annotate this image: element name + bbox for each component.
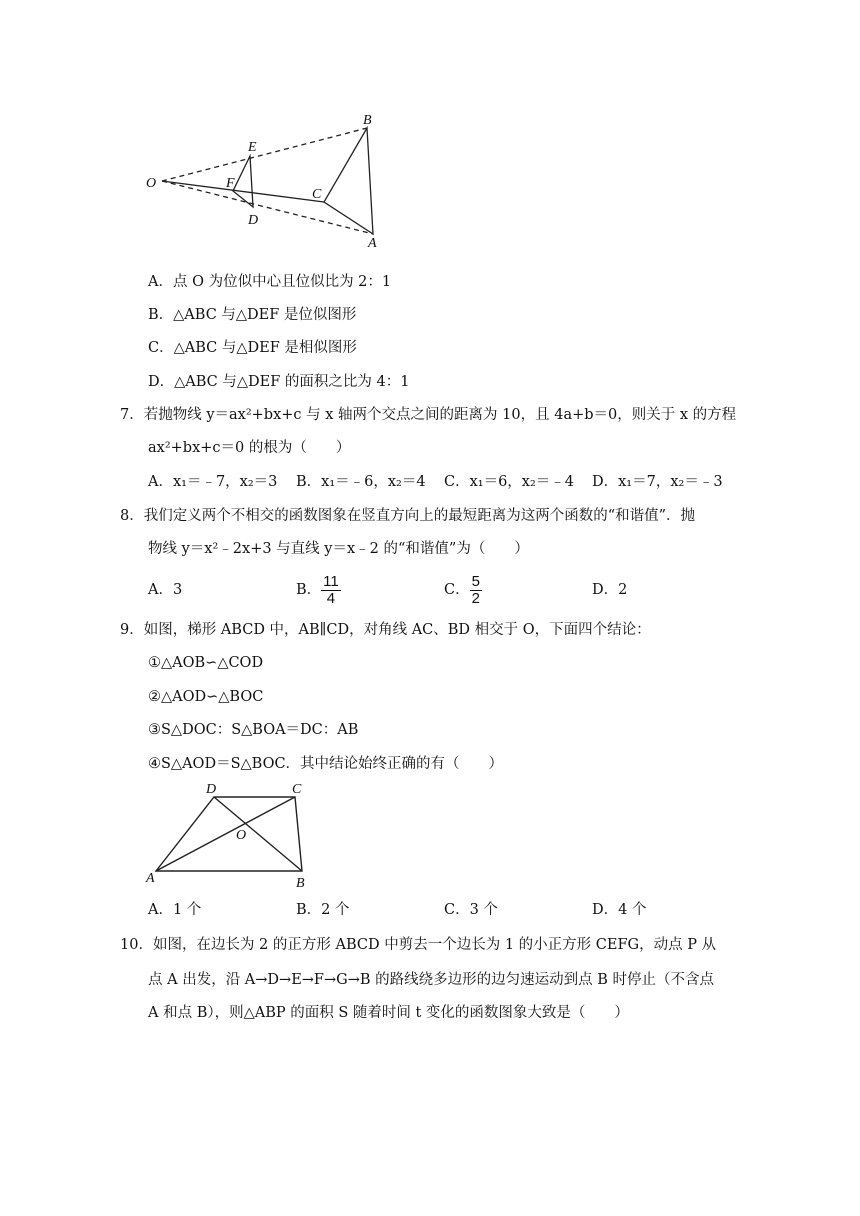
q8-option-c-fraction <box>470 574 482 607</box>
q8-stem-line1: 8．我们定义两个不相交的函数图象在竖直方向上的最短距离为这两个函数的“和谐值”．抛 <box>120 508 696 524</box>
label-A: A <box>146 871 155 886</box>
q8-option-b-prefix: B． <box>296 582 322 598</box>
q9-statement-2: ②△AOD∽△BOC <box>148 689 264 705</box>
q8-option-b-numerator: 11 <box>323 572 339 590</box>
triangle-ABC <box>324 128 373 234</box>
q8-option-c-numerator: 5 <box>471 572 480 590</box>
q9-option-a: A．1 个 <box>148 902 202 918</box>
q10-stem-line3: A 和点 B），则△ABP 的面积 S 随着时间 t 变化的函数图象大致是（ ） <box>148 1005 629 1021</box>
q10-stem-line1: 10．如图，在边长为 2 的正方形 ABCD 中剪去一个边长为 1 的小正方形 CEFG，动点 P 从 <box>120 937 717 953</box>
q9-stem: 9．如图，梯形 ABCD 中，AB∥CD，对角线 AC、BD 相交于 O，下面四个结论： <box>120 622 651 638</box>
label-O: O <box>146 176 157 191</box>
label-C: C <box>292 782 302 797</box>
q9-option-c: C．3 个 <box>444 902 498 918</box>
q7-stem-line1: 7．若抛物线 y＝ax²+bx+c 与 x 轴两个交点之间的距离为 10，且 4a+b＝0，则关于 x 的方程 <box>120 407 737 423</box>
q8-stem-line2: 物线 y＝x²﹣2x+3 与直线 y＝x﹣2 的“和谐值”为（ ） <box>148 541 529 557</box>
label-F: F <box>226 176 235 191</box>
q9-statement-4: ④S△AOD＝S△BOC．其中结论始终正确的有（ ） <box>148 756 504 772</box>
q7-option-c: C．x₁＝6，x₂＝﹣4 <box>444 474 575 490</box>
q6-option-c: C．△ABC 与△DEF 是相似图形 <box>148 340 357 356</box>
q8-option-b-fraction <box>321 574 341 607</box>
q10-stem-line2: 点 A 出发，沿 A→D→E→F→G→B 的路线绕多边形的边匀速运动到点 B 时停止（不含点 <box>148 972 715 988</box>
label-B: B <box>296 876 305 891</box>
label-B: B <box>363 113 372 128</box>
q9-option-d: D．4 个 <box>592 902 647 918</box>
label-O: O <box>236 828 247 843</box>
q8-option-c-denominator: 2 <box>471 589 480 607</box>
q7-option-b: B．x₁＝﹣6，x₂＝4 <box>296 474 426 490</box>
q7-option-a: A．x₁＝﹣7，x₂＝3 <box>148 474 278 490</box>
label-D: D <box>206 782 217 797</box>
dashed-line-OB <box>162 128 367 181</box>
label-A: A <box>368 236 377 251</box>
q9-statement-1: ①△AOB∽△COD <box>148 655 264 671</box>
q8-option-d: D．2 <box>592 582 628 598</box>
label-C: C <box>312 187 322 202</box>
diagonal-BD <box>214 797 302 871</box>
label-E: E <box>248 140 257 155</box>
diagonal-AC <box>156 797 295 871</box>
q8-option-b <box>296 570 341 610</box>
q9-option-b: B．2 个 <box>296 902 350 918</box>
q7-stem-line2: ax²+bx+c＝0 的根为（ ） <box>148 440 351 456</box>
q9-statement-3: ③S△DOC：S△BOA＝DC：AB <box>148 722 359 738</box>
q6-option-d: D．△ABC 与△DEF 的面积之比为 4：1 <box>148 374 410 390</box>
trapezoid-figure <box>140 778 330 893</box>
q7-option-d: D．x₁＝7，x₂＝﹣3 <box>592 474 723 490</box>
q8-option-a: A．3 <box>148 582 183 598</box>
homothety-figure <box>140 108 400 258</box>
q8-option-c <box>444 570 482 610</box>
q6-option-a: A．点 O 为位似中心且位似比为 2：1 <box>148 274 392 290</box>
label-D: D <box>248 213 259 228</box>
q6-option-b: B．△ABC 与△DEF 是位似图形 <box>148 307 357 323</box>
dashed-line-OA <box>162 181 373 234</box>
q8-option-b-denominator: 4 <box>326 589 336 607</box>
q8-option-c-prefix: C． <box>444 582 470 598</box>
